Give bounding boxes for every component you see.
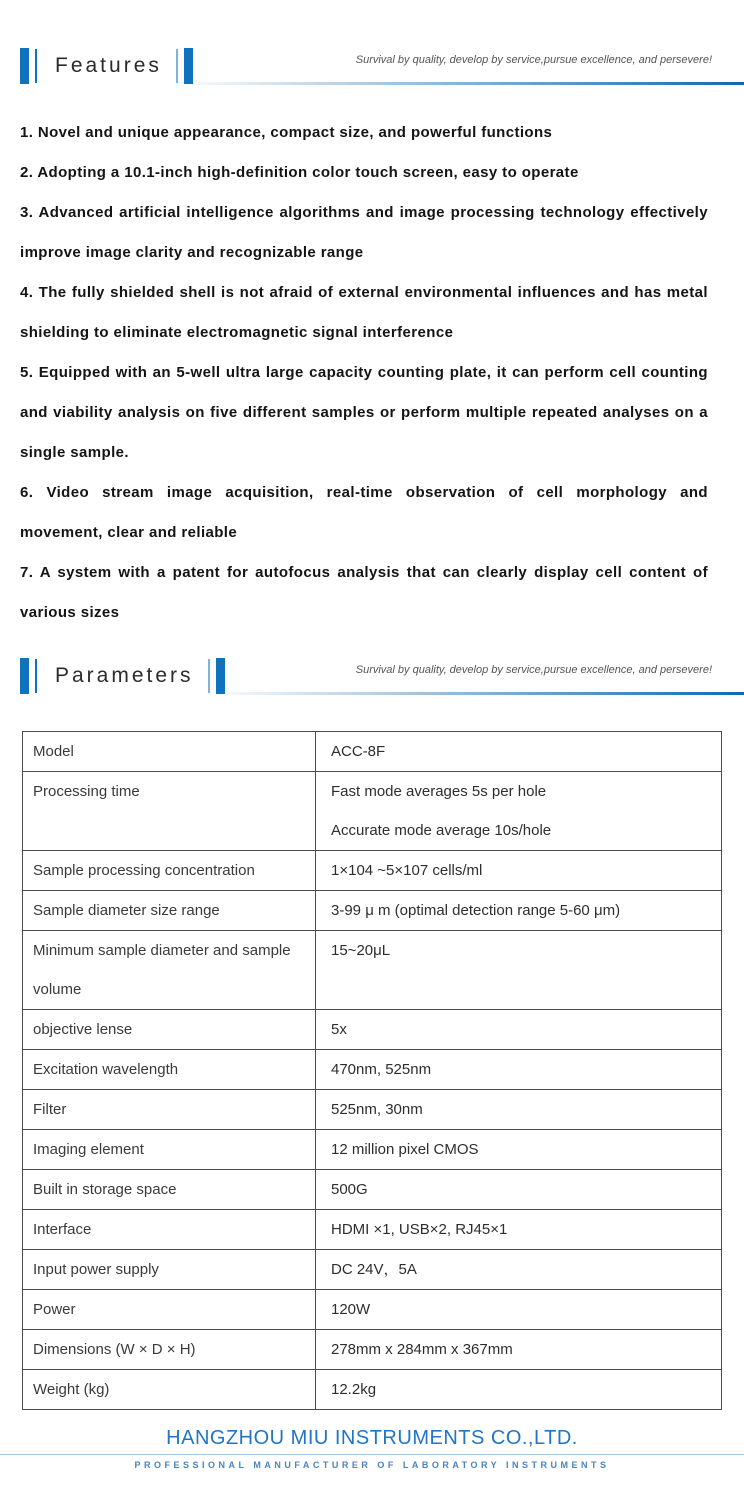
header-accent-bar-thin-light bbox=[208, 659, 210, 693]
feature-item: 1. Novel and unique appearance, compact size, and powerful functions bbox=[20, 124, 553, 141]
feature-item: 2. Adopting a 10.1-inch high-definition color touch screen, easy to operate bbox=[20, 164, 579, 181]
table-row bbox=[23, 851, 722, 891]
header-accent-bar-thick bbox=[20, 658, 29, 694]
param-value-line: 12 million pixel CMOS bbox=[331, 1141, 479, 1158]
param-value-line: Fast mode averages 5s per hole bbox=[331, 783, 547, 800]
table-row bbox=[23, 1250, 722, 1290]
param-label: Imaging element bbox=[23, 1130, 316, 1170]
param-label: Filter bbox=[23, 1090, 316, 1130]
param-value bbox=[316, 1210, 722, 1250]
param-value bbox=[316, 772, 722, 851]
param-value-line: 15~20μL bbox=[331, 942, 391, 959]
param-value-line: 12.2kg bbox=[331, 1381, 377, 1398]
table-row bbox=[23, 732, 722, 772]
table-row bbox=[23, 1090, 722, 1130]
header-gradient-divider bbox=[225, 692, 744, 695]
param-label: Interface bbox=[23, 1210, 316, 1250]
param-value-line: 120W bbox=[331, 1301, 371, 1318]
feature-item: 4. The fully shielded shell is not afraid of external environmental influences and has metal shielding to eliminate electromagnetic signal interference bbox=[20, 284, 708, 341]
feature-item: 6. Video stream image acquisition, real-time observation of cell morphology and movement, clear and reliable bbox=[20, 484, 708, 541]
param-value bbox=[316, 1250, 722, 1290]
param-label: Built in storage space bbox=[23, 1170, 316, 1210]
param-label: Sample diameter size range bbox=[23, 891, 316, 931]
param-value bbox=[316, 1130, 722, 1170]
table-row bbox=[23, 1330, 722, 1370]
header-accent-bar-thick bbox=[20, 48, 29, 84]
param-value bbox=[316, 1050, 722, 1090]
param-value-line: DC 24V，5A bbox=[331, 1261, 417, 1278]
param-label: objective lense bbox=[23, 1010, 316, 1050]
param-value-line: 1×104 ~5×107 cells/ml bbox=[331, 862, 483, 879]
param-label: Weight (kg) bbox=[23, 1370, 316, 1410]
param-value-line: HDMI ×1, USB×2, RJ45×1 bbox=[331, 1221, 508, 1238]
param-value bbox=[316, 1090, 722, 1130]
table-row bbox=[23, 1010, 722, 1050]
header-accent-bar-thick-right bbox=[184, 48, 193, 84]
table-row bbox=[23, 1170, 722, 1210]
parameters-title: Parameters bbox=[55, 664, 194, 687]
param-label: Processing time bbox=[23, 772, 316, 851]
table-row bbox=[23, 1210, 722, 1250]
param-value bbox=[316, 851, 722, 891]
header-rule bbox=[225, 656, 744, 696]
table-row bbox=[23, 931, 722, 1010]
footer-subtitle: PROFESSIONAL MANUFACTURER OF LABORATORY INSTRUMENTS bbox=[134, 1460, 610, 1470]
param-value-line: 278mm x 284mm x 367mm bbox=[331, 1341, 513, 1358]
param-value-line: 3-99 μ m (optimal detection range 5-60 μm) bbox=[331, 902, 621, 919]
table-row bbox=[23, 1130, 722, 1170]
parameters-header bbox=[20, 656, 744, 696]
header-rule bbox=[193, 46, 744, 86]
features-title: Features bbox=[55, 54, 162, 77]
features-tagline: Survival by quality, develop by service,pursue excellence, and persevere! bbox=[355, 54, 712, 66]
footer-divider bbox=[0, 1454, 744, 1455]
param-value bbox=[316, 931, 722, 1010]
param-value bbox=[316, 1330, 722, 1370]
param-label: Input power supply bbox=[23, 1250, 316, 1290]
table-row bbox=[23, 1370, 722, 1410]
param-label: Minimum sample diameter and sample volume bbox=[23, 931, 316, 1010]
company-name: HANGZHOU MIU INSTRUMENTS CO.,LTD. bbox=[166, 1427, 578, 1449]
features-list bbox=[0, 113, 744, 633]
param-label: Power bbox=[23, 1290, 316, 1330]
param-value-line: 500G bbox=[331, 1181, 368, 1198]
param-value bbox=[316, 1170, 722, 1210]
param-value bbox=[316, 1290, 722, 1330]
parameters-table bbox=[22, 731, 722, 1410]
param-label: Model bbox=[23, 732, 316, 772]
param-value bbox=[316, 1010, 722, 1050]
param-value bbox=[316, 732, 722, 772]
param-value bbox=[316, 1370, 722, 1410]
feature-item: 7. A system with a patent for autofocus analysis that can clearly display cell content of various sizes bbox=[20, 564, 708, 621]
footer bbox=[0, 1426, 744, 1470]
param-label: Excitation wavelength bbox=[23, 1050, 316, 1090]
param-value bbox=[316, 891, 722, 931]
table-row bbox=[23, 1050, 722, 1090]
header-accent-bar-thick-right bbox=[216, 658, 225, 694]
header-gradient-divider bbox=[193, 82, 744, 85]
table-row bbox=[23, 891, 722, 931]
param-value-line: 470nm, 525nm bbox=[331, 1061, 432, 1078]
param-value-line: Accurate mode average 10s/hole bbox=[331, 822, 552, 839]
table-row bbox=[23, 772, 722, 851]
feature-item: 5. Equipped with an 5-well ultra large capacity counting plate, it can perform cell counting and viability analysis on five different samples or perform multiple repeated analyses on a single sample. bbox=[20, 364, 708, 461]
param-label: Sample processing concentration bbox=[23, 851, 316, 891]
header-accent-bar-thin-light bbox=[176, 49, 178, 83]
param-label: Dimensions (W × D × H) bbox=[23, 1330, 316, 1370]
parameters-tagline: Survival by quality, develop by service,pursue excellence, and persevere! bbox=[355, 664, 712, 676]
table-row bbox=[23, 1290, 722, 1330]
param-value-line: 525nm, 30nm bbox=[331, 1101, 423, 1118]
feature-item: 3. Advanced artificial intelligence algorithms and image processing technology effectively improve image clarity and recognizable range bbox=[20, 204, 708, 261]
param-value-line: 5x bbox=[331, 1021, 347, 1038]
param-value-line: ACC-8F bbox=[331, 743, 386, 760]
features-header bbox=[20, 46, 744, 86]
